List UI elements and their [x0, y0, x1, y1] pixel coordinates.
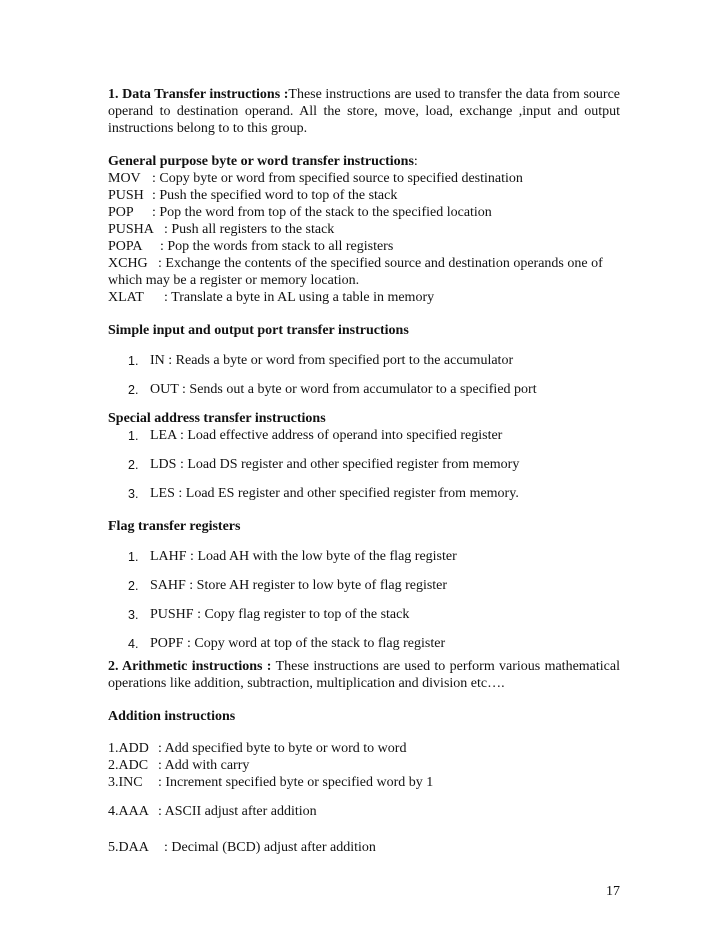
opcode: 4.AAA	[108, 804, 149, 819]
list-text: LDS : Load DS register and other specified register from memory	[150, 457, 520, 472]
section-heading-arithmetic: 2. Arithmetic instructions :	[108, 659, 272, 674]
list-text: POPF : Copy word at top of the stack to flag register	[150, 636, 446, 651]
opcode: XLAT	[108, 290, 144, 305]
opcode-description: : Decimal (BCD) adjust after addition	[164, 840, 376, 855]
list-item	[108, 352, 620, 369]
flag-section	[108, 518, 620, 652]
opcode: 5.DAA	[108, 840, 149, 855]
instruction-row	[108, 187, 620, 204]
opcode-description: : Add specified byte to byte or word to word	[158, 741, 407, 756]
opcode-description: : Pop the words from stack to all registers	[160, 239, 394, 254]
intro-paragraph	[108, 86, 620, 137]
list-item	[108, 381, 620, 398]
opcode-description: : Add with carry	[158, 758, 250, 773]
instruction-row	[108, 774, 620, 791]
list-number: 2.	[128, 458, 139, 472]
arithmetic-paragraph	[108, 658, 620, 692]
list-text: LEA : Load effective address of operand into specified register	[150, 428, 503, 443]
list-text: IN : Reads a byte or word from specified port to the accumulator	[150, 353, 514, 368]
list-number: 1.	[128, 354, 139, 368]
address-section	[108, 410, 620, 502]
addition-section	[108, 708, 620, 856]
heading-colon: :	[413, 154, 418, 169]
opcode: XCHG	[108, 256, 148, 271]
instruction-row	[108, 204, 620, 221]
opcode-description: : Translate a byte in AL using a table in memory	[164, 290, 435, 305]
instruction-row	[108, 170, 620, 187]
instruction-row	[108, 221, 620, 238]
list-item	[108, 427, 620, 444]
section-heading-data-transfer: 1. Data Transfer instructions :	[108, 87, 289, 102]
list-text: OUT : Sends out a byte or word from accumulator to a specified port	[150, 382, 537, 397]
list-item	[108, 635, 620, 652]
addition-heading: Addition instructions	[108, 709, 236, 724]
opcode: 1.ADD	[108, 741, 149, 756]
opcode: PUSH	[108, 188, 144, 203]
page-number: 17	[606, 884, 620, 899]
opcode-description: : Copy byte or word from specified source to specified destination	[152, 171, 523, 186]
io-section	[108, 322, 620, 398]
address-heading: Special address transfer instructions	[108, 411, 326, 426]
list-item	[108, 456, 620, 473]
instruction-row	[108, 740, 620, 757]
opcode-description: : Pop the word from top of the stack to the specified location	[152, 205, 492, 220]
list-text: SAHF : Store AH register to low byte of flag register	[150, 578, 448, 593]
list-item	[108, 577, 620, 594]
list-number: 2.	[128, 383, 139, 397]
opcode-description: : Push all registers to the stack	[164, 222, 335, 237]
instruction-row	[108, 757, 620, 774]
list-number: 1.	[128, 429, 139, 443]
opcode: MOV	[108, 171, 141, 186]
opcode-description: : Exchange the contents of the specified source and destination operands one of which may be a register or memory location.	[108, 256, 603, 288]
general-purpose-section	[108, 153, 620, 306]
opcode-description: : ASCII adjust after addition	[158, 804, 317, 819]
list-item	[108, 485, 620, 502]
opcode: POP	[108, 205, 134, 220]
instruction-row	[108, 255, 620, 289]
opcode-description: : Increment specified byte or specified word by 1	[158, 775, 434, 790]
list-number: 2.	[128, 579, 139, 593]
list-number: 3.	[128, 487, 139, 501]
instruction-row	[108, 803, 620, 820]
opcode: 2.ADC	[108, 758, 149, 773]
opcode: PUSHA	[108, 222, 154, 237]
opcode-description: : Push the specified word to top of the stack	[152, 188, 398, 203]
list-text: LAHF : Load AH with the low byte of the flag register	[150, 549, 457, 564]
list-number: 1.	[128, 550, 139, 564]
general-purpose-heading: General purpose byte or word transfer instructions	[108, 154, 414, 169]
flag-heading: Flag transfer registers	[108, 519, 241, 534]
instruction-row	[108, 289, 620, 306]
list-text: LES : Load ES register and other specified register from memory.	[150, 486, 519, 501]
list-text: PUSHF : Copy flag register to top of the stack	[150, 607, 410, 622]
list-number: 4.	[128, 637, 139, 651]
list-number: 3.	[128, 608, 139, 622]
list-item	[108, 606, 620, 623]
intro-text: These instructions are used to transfer the data from source operand to destination operand. All the store, move, load, exchange ,input and output instructions belong to to this group.	[108, 87, 620, 136]
opcode: 3.INC	[108, 775, 143, 790]
list-item	[108, 548, 620, 565]
instruction-row	[108, 238, 620, 255]
opcode: POPA	[108, 239, 143, 254]
document-page	[108, 86, 620, 856]
io-heading: Simple input and output port transfer instructions	[108, 323, 409, 338]
instruction-row	[108, 839, 620, 856]
arithmetic-text: These instructions are used to perform various mathematical operations like addition, subtraction, multiplication and division etc….	[108, 659, 620, 691]
